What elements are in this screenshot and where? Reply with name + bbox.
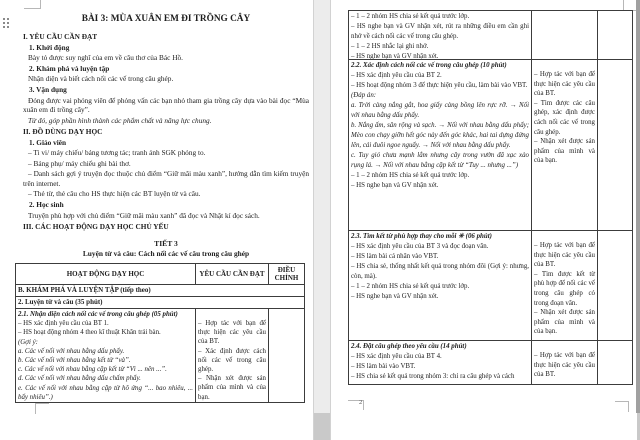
page-1 bbox=[0, 0, 314, 440]
paragraph: 2.1. Nhận diện cách nối các vế trong câu ghép (05 phút) bbox=[18, 311, 178, 318]
paragraph: 2. Khám phá và luyện tập bbox=[29, 63, 110, 73]
cell-requirements-2-4 bbox=[531, 341, 597, 384]
cell-adjust-2-3 bbox=[597, 231, 632, 340]
page1-body bbox=[23, 32, 309, 231]
paragraph: – HS chia sẻ, thống nhất kết quả trong nhóm đôi (Gợi ý: nhưng, còn, mà). bbox=[351, 263, 529, 280]
page1-content bbox=[23, 14, 309, 259]
paragraph: – Bảng phụ/ máy chiếu ghi bài thơ. bbox=[28, 158, 131, 168]
tiet-heading: TIẾT 3 bbox=[154, 239, 178, 249]
paragraph: – Danh sách gợi ý truyện đọc thuộc chủ điểm “Giữ mãi màu xanh”, hướng dẫn tìm kiếm truyện trên internet. bbox=[23, 169, 309, 188]
paragraph: Đóng được vai phóng viên để phỏng vấn các bạn nhỏ tham gia trồng cây dựa vào bài đọc “Mùa xuân em đi trồng cây”. bbox=[23, 95, 309, 114]
table-row-2-4 bbox=[349, 340, 632, 384]
band-luyen-tu-va-cau: 2. Luyện từ và câu (35 phút) bbox=[18, 298, 103, 306]
paragraph: 2.2. Xác định cách nối các vế trong câu ghép (10 phút) bbox=[351, 62, 507, 69]
paragraph: (Đáp án: bbox=[351, 92, 377, 99]
paragraph: 3. Vận dụng bbox=[29, 84, 67, 94]
header-hoat-dong-day-hoc: HOẠT ĐỘNG DẠY HỌC bbox=[66, 269, 145, 278]
paragraph: – HS nghe bạn và GV nhận xét. bbox=[351, 293, 439, 300]
cell-requirements-2-1 bbox=[195, 309, 268, 402]
drag-handle-icon[interactable] bbox=[3, 18, 5, 20]
page-2 bbox=[330, 0, 637, 440]
band-row-b bbox=[16, 284, 304, 296]
paragraph: – HS làm bài vào VBT. bbox=[351, 363, 416, 370]
paragraph: b. Nắng ấm, sân rộng và sạch. → Nối với nhau bằng dấu phẩy; Mèo con chạy giỡn hết góc này đến góc khác, hai tai dựng đứng lên, cái đuôi ngoe nguẩy. → Nối với nhau bằng dấu phẩy. bbox=[351, 122, 529, 149]
header-yeu-cau-can-dat: YÊU CẦU CẦN ĐẠT bbox=[195, 264, 268, 284]
lesson-plan-table-page2 bbox=[348, 10, 633, 385]
paragraph: – HS xác định yêu cầu của BT 2. bbox=[351, 72, 442, 79]
cell-requirements-2-1-cont bbox=[531, 11, 597, 59]
cell-adjust-2-1 bbox=[268, 309, 304, 402]
paragraph: – Nhận xét được sản phẩm của mình và của bạn. bbox=[534, 138, 595, 165]
paragraph: – Nhận xét được sản phẩm của mình và của bạn. bbox=[198, 375, 266, 401]
table-caption: Luyện từ và câu: Cách nối các vế câu trong câu ghép bbox=[82, 249, 250, 259]
paragraph: d. Các vế nối với nhau bằng dấu chấm phẩy. bbox=[18, 375, 141, 383]
paragraph: b. Các vế nối với nhau bằng kết từ “và”. bbox=[18, 357, 131, 365]
cell-requirements-2-3 bbox=[531, 231, 597, 340]
cell-activities-2-4 bbox=[349, 341, 531, 384]
paragraph: – 1 – 2 HS nhắc lại ghi nhớ. bbox=[351, 43, 429, 50]
cell-activities-2-1 bbox=[16, 309, 195, 402]
paragraph: e. Các vế nối với nhau bằng cặp từ hô ứng “... bao nhiêu, ... bấy nhiêu”.) bbox=[18, 384, 193, 401]
page-edge-shadow bbox=[636, 0, 640, 413]
paragraph: Nhận diện và biết cách nối các vế trong câu ghép. bbox=[28, 74, 174, 84]
band-row-2 bbox=[16, 296, 304, 308]
paragraph: – 1 – 2 nhóm HS chia sẻ kết quả trước lớp. bbox=[351, 172, 470, 179]
paragraph: – Thẻ từ, thẻ câu cho HS thực hiện các BT luyện từ và câu. bbox=[28, 189, 201, 199]
table-row-2-1 bbox=[16, 308, 304, 402]
page-gap bbox=[314, 0, 330, 413]
paragraph: – HS nghe bạn và GV nhận xét. bbox=[351, 53, 439, 59]
paragraph: – Xác định được cách nối các vế trong câu ghép. bbox=[198, 347, 266, 374]
paragraph: – HS hoạt động nhóm 4 theo kĩ thuật Khăn trải bàn. bbox=[18, 329, 161, 337]
paragraph: – Ti vi/ máy chiếu/ bảng tương tác; tranh ảnh SGK phóng to. bbox=[28, 148, 206, 158]
paragraph: – Hợp tác với bạn để thực hiện các yêu cầu của BT. bbox=[534, 242, 595, 269]
paragraph: Truyện phù hợp với chủ điểm “Giữ mãi màu xanh” đã đọc và Nhật kí đọc sách. bbox=[28, 210, 260, 220]
paragraph: 2.4. Đặt câu ghép theo yêu cầu (14 phút) bbox=[351, 343, 467, 350]
table-row-2-1-cont bbox=[349, 11, 632, 59]
paragraph: a. Trời càng nắng gắt, hoa giấy càng bồng lên rực rỡ. → Nối với nhau bằng dấu phẩy. bbox=[351, 102, 529, 119]
page-number: 2 bbox=[359, 399, 363, 406]
cell-adjust-2-1-cont bbox=[597, 11, 632, 59]
paragraph: a. Các vế nối với nhau bằng dấu phẩy. bbox=[18, 347, 125, 355]
cell-activities-2-2 bbox=[349, 60, 531, 230]
paragraph: (Gợi ý: bbox=[18, 338, 38, 346]
paragraph: I. YÊU CẦU CẦN ĐẠT bbox=[23, 32, 98, 41]
paragraph: II. ĐỒ DÙNG DẠY HỌC bbox=[23, 126, 103, 136]
paragraph: – HS hoạt động nhóm 3 để thực hiện yêu cầu, làm bài vào VBT. bbox=[351, 82, 528, 89]
paragraph: – 1 – 2 nhóm HS chia sẻ kết quả trước lớp. bbox=[351, 283, 470, 290]
paragraph: 1. Khởi động bbox=[29, 42, 70, 52]
paragraph: – Hợp tác với bạn để thực hiện các yêu cầu của BT. bbox=[198, 320, 266, 346]
paragraph: – HS làm bài cá nhân vào VBT. bbox=[351, 253, 439, 260]
document-title: BÀI 3: MÙA XUÂN EM ĐI TRỒNG CÂY bbox=[81, 14, 251, 24]
table-row-2-3 bbox=[349, 230, 632, 340]
cell-requirements-2-2 bbox=[531, 60, 597, 230]
paragraph: – HS nghe bạn và GV nhận xét, rút ra những điều em cần ghi nhớ về cách nối các vế trong câu ghép. bbox=[351, 23, 529, 40]
paragraph: – HS xác định yêu cầu của BT 3 và đọc đoạn văn. bbox=[351, 243, 489, 250]
paragraph: 2. Học sinh bbox=[29, 199, 64, 209]
paragraph: III. CÁC HOẠT ĐỘNG DẠY HỌC CHỦ YẾU bbox=[23, 221, 169, 231]
paragraph: – HS xác định yêu cầu của BT 4. bbox=[351, 353, 442, 360]
paragraph: Từ đó, góp phần hình thành các phẩm chất và năng lực chung. bbox=[28, 115, 212, 125]
table-row-2-2 bbox=[349, 59, 632, 230]
header-dieu-chinh: ĐIỀU CHỈNH bbox=[268, 264, 304, 284]
paragraph: – 1 – 2 nhóm HS chia sẻ kết quả trước lớp. bbox=[351, 13, 470, 20]
table-header-row bbox=[16, 264, 304, 284]
cell-activities-2-3 bbox=[349, 231, 531, 340]
cell-adjust-2-2 bbox=[597, 60, 632, 230]
cell-activities-2-1-cont bbox=[349, 11, 531, 59]
paragraph: – Tìm được các câu ghép, xác định được cách nối các vế trong câu ghép. bbox=[534, 99, 595, 136]
paragraph: – HS nghe bạn và GV nhận xét. bbox=[351, 182, 439, 189]
paragraph: – Tìm được kết từ phù hợp để nối các vế trong câu ghép có trong đoạn văn. bbox=[534, 270, 595, 307]
band-kham-pha: B. KHÁM PHÁ VÀ LUYỆN TẬP (tiếp theo) bbox=[18, 286, 151, 294]
paragraph: – Hợp tác với bạn để thực hiện các yêu cầu của BT. bbox=[534, 71, 595, 98]
cell-adjust-2-4 bbox=[597, 341, 632, 384]
paragraph: – HS chia sẻ kết quả trong nhóm 3: chỉ ra câu ghép và cách bbox=[351, 373, 515, 380]
paragraph: Bày tỏ được suy nghĩ của em về câu thơ của Bác Hồ. bbox=[28, 53, 183, 63]
paragraph: 2.3. Tìm kết từ phù hợp thay cho mỗi ✳ (06 phút) bbox=[351, 233, 492, 240]
paragraph: 1. Giáo viên bbox=[29, 137, 67, 147]
paragraph: – Nhận xét được sản phẩm của mình và của bạn. bbox=[534, 309, 595, 336]
paragraph: – Hợp tác với bạn để thực hiện các yêu cầu của BT. bbox=[534, 352, 595, 379]
paragraph: – HS xác định yêu cầu của BT 1. bbox=[18, 320, 109, 328]
paragraph: c. Tuy gió chưa mạnh lắm nhưng cây trong vườn đã xạc xào rụng lá. → Nối với nhau bằng cặp kết từ “Tuy ... nhưng ...”) bbox=[351, 152, 529, 169]
paragraph: c. Các vế nối với nhau bằng cặp kết từ “Vì ... nên ...”. bbox=[18, 366, 167, 374]
lesson-plan-table-page1 bbox=[15, 263, 305, 403]
